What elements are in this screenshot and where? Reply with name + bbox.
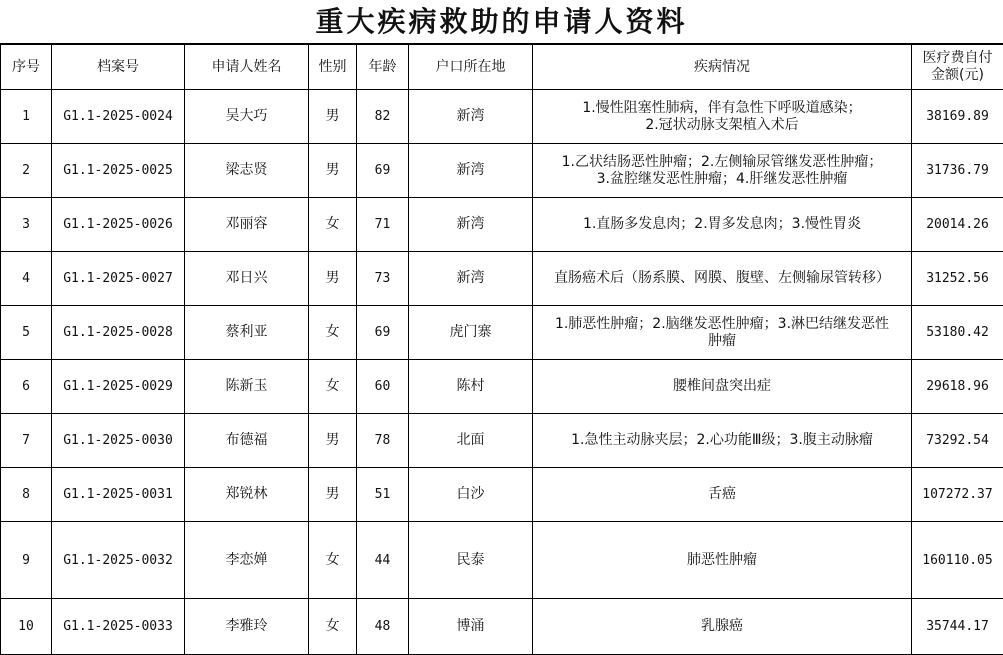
cell-gender[interactable]: 男 [309, 90, 357, 144]
cell-no[interactable]: 9 [1, 522, 52, 599]
cell-age[interactable]: 82 [357, 90, 409, 144]
table-row [1, 360, 1003, 414]
cell-disease[interactable]: 1.乙状结肠恶性肿瘤；2.左侧输尿管继发恶性肿瘤； 3.盆腔继发恶性肿瘤；4.肝继发恶性肿瘤 [533, 144, 912, 198]
cell-age[interactable]: 44 [357, 522, 409, 599]
cell-no[interactable]: 2 [1, 144, 52, 198]
cell-name[interactable]: 梁志贤 [185, 144, 309, 198]
table-row [1, 468, 1003, 522]
cell-name[interactable]: 布德福 [185, 414, 309, 468]
cell-disease[interactable]: 直肠癌术后（肠系膜、网膜、腹壁、左侧输尿管转移） [533, 252, 912, 306]
cell-cost[interactable]: 31736.79 [912, 144, 1003, 198]
cell-file-no[interactable]: G1.1-2025-0026 [52, 198, 185, 252]
table-row [1, 90, 1003, 144]
cell-age[interactable]: 73 [357, 252, 409, 306]
cell-gender[interactable]: 女 [309, 198, 357, 252]
cell-no[interactable]: 3 [1, 198, 52, 252]
cell-file-no[interactable]: G1.1-2025-0024 [52, 90, 185, 144]
cell-disease[interactable]: 肺恶性肿瘤 [533, 522, 912, 599]
cell-cost[interactable]: 31252.56 [912, 252, 1003, 306]
cell-hukou[interactable]: 陈村 [409, 360, 533, 414]
col-header-hukou: 户口所在地 [409, 45, 533, 90]
cell-age[interactable]: 78 [357, 414, 409, 468]
cell-gender[interactable]: 男 [309, 414, 357, 468]
cell-file-no[interactable]: G1.1-2025-0028 [52, 306, 185, 360]
cell-no[interactable]: 7 [1, 414, 52, 468]
cell-cost[interactable]: 38169.89 [912, 90, 1003, 144]
col-header-gender: 性别 [309, 45, 357, 90]
table-row [1, 522, 1003, 599]
table-row [1, 599, 1003, 655]
cell-age[interactable]: 51 [357, 468, 409, 522]
cell-gender[interactable]: 女 [309, 306, 357, 360]
cell-disease[interactable]: 舌癌 [533, 468, 912, 522]
cell-file-no[interactable]: G1.1-2025-0030 [52, 414, 185, 468]
table-row [1, 252, 1003, 306]
cell-no[interactable]: 10 [1, 599, 52, 655]
cell-age[interactable]: 60 [357, 360, 409, 414]
cell-file-no[interactable]: G1.1-2025-0032 [52, 522, 185, 599]
cell-gender[interactable]: 女 [309, 522, 357, 599]
cell-gender[interactable]: 男 [309, 468, 357, 522]
cell-cost[interactable]: 20014.26 [912, 198, 1003, 252]
sheet-title: 重大疾病救助的申请人资料 [0, 0, 1003, 44]
cell-name[interactable]: 李雅玲 [185, 599, 309, 655]
cell-age[interactable]: 69 [357, 144, 409, 198]
cell-no[interactable]: 8 [1, 468, 52, 522]
cell-disease[interactable]: 腰椎间盘突出症 [533, 360, 912, 414]
cell-name[interactable]: 郑锐林 [185, 468, 309, 522]
cell-hukou[interactable]: 虎门寨 [409, 306, 533, 360]
cell-file-no[interactable]: G1.1-2025-0027 [52, 252, 185, 306]
cell-hukou[interactable]: 民泰 [409, 522, 533, 599]
cell-disease[interactable]: 1.直肠多发息肉；2.胃多发息肉；3.慢性胃炎 [533, 198, 912, 252]
cell-file-no[interactable]: G1.1-2025-0025 [52, 144, 185, 198]
cell-cost[interactable]: 35744.17 [912, 599, 1003, 655]
cell-hukou[interactable]: 白沙 [409, 468, 533, 522]
cell-name[interactable]: 邓丽容 [185, 198, 309, 252]
cell-name[interactable]: 蔡利亚 [185, 306, 309, 360]
col-header-no: 序号 [1, 45, 52, 90]
table-body [1, 90, 1003, 655]
cell-name[interactable]: 李恋婵 [185, 522, 309, 599]
cell-file-no[interactable]: G1.1-2025-0033 [52, 599, 185, 655]
cell-disease[interactable]: 乳腺癌 [533, 599, 912, 655]
cell-gender[interactable]: 女 [309, 360, 357, 414]
cell-gender[interactable]: 男 [309, 252, 357, 306]
col-header-disease: 疾病情况 [533, 45, 912, 90]
cell-gender[interactable]: 女 [309, 599, 357, 655]
cell-gender[interactable]: 男 [309, 144, 357, 198]
cell-no[interactable]: 4 [1, 252, 52, 306]
cell-file-no[interactable]: G1.1-2025-0029 [52, 360, 185, 414]
table-row [1, 306, 1003, 360]
cell-cost[interactable]: 53180.42 [912, 306, 1003, 360]
cell-file-no[interactable]: G1.1-2025-0031 [52, 468, 185, 522]
table-row [1, 144, 1003, 198]
cell-hukou[interactable]: 新湾 [409, 90, 533, 144]
cell-hukou[interactable]: 北面 [409, 414, 533, 468]
table-row [1, 414, 1003, 468]
cell-no[interactable]: 5 [1, 306, 52, 360]
cell-name[interactable]: 陈新玉 [185, 360, 309, 414]
cell-cost[interactable]: 107272.37 [912, 468, 1003, 522]
header-row [1, 45, 1003, 90]
cell-name[interactable]: 邓日兴 [185, 252, 309, 306]
col-header-file: 档案号 [52, 45, 185, 90]
cell-disease[interactable]: 1.慢性阻塞性肺病，伴有急性下呼吸道感染； 2.冠状动脉支架植入术后 [533, 90, 912, 144]
cell-hukou[interactable]: 新湾 [409, 144, 533, 198]
cell-no[interactable]: 6 [1, 360, 52, 414]
cell-disease[interactable]: 1.急性主动脉夹层；2.心功能Ⅲ级；3.腹主动脉瘤 [533, 414, 912, 468]
cell-hukou[interactable]: 新湾 [409, 198, 533, 252]
col-header-cost: 医疗费自付金额(元) [912, 45, 1003, 90]
cell-age[interactable]: 69 [357, 306, 409, 360]
cell-age[interactable]: 71 [357, 198, 409, 252]
cell-hukou[interactable]: 博涌 [409, 599, 533, 655]
cell-no[interactable]: 1 [1, 90, 52, 144]
cell-cost[interactable]: 160110.05 [912, 522, 1003, 599]
cell-disease[interactable]: 1.肺恶性肿瘤；2.脑继发恶性肿瘤；3.淋巴结继发恶性 肿瘤 [533, 306, 912, 360]
cell-hukou[interactable]: 新湾 [409, 252, 533, 306]
applicant-table [0, 44, 1003, 655]
cell-age[interactable]: 48 [357, 599, 409, 655]
cell-name[interactable]: 吴大巧 [185, 90, 309, 144]
col-header-name: 申请人姓名 [185, 45, 309, 90]
col-header-age: 年龄 [357, 45, 409, 90]
cell-cost[interactable]: 29618.96 [912, 360, 1003, 414]
cell-cost[interactable]: 73292.54 [912, 414, 1003, 468]
table-row [1, 198, 1003, 252]
